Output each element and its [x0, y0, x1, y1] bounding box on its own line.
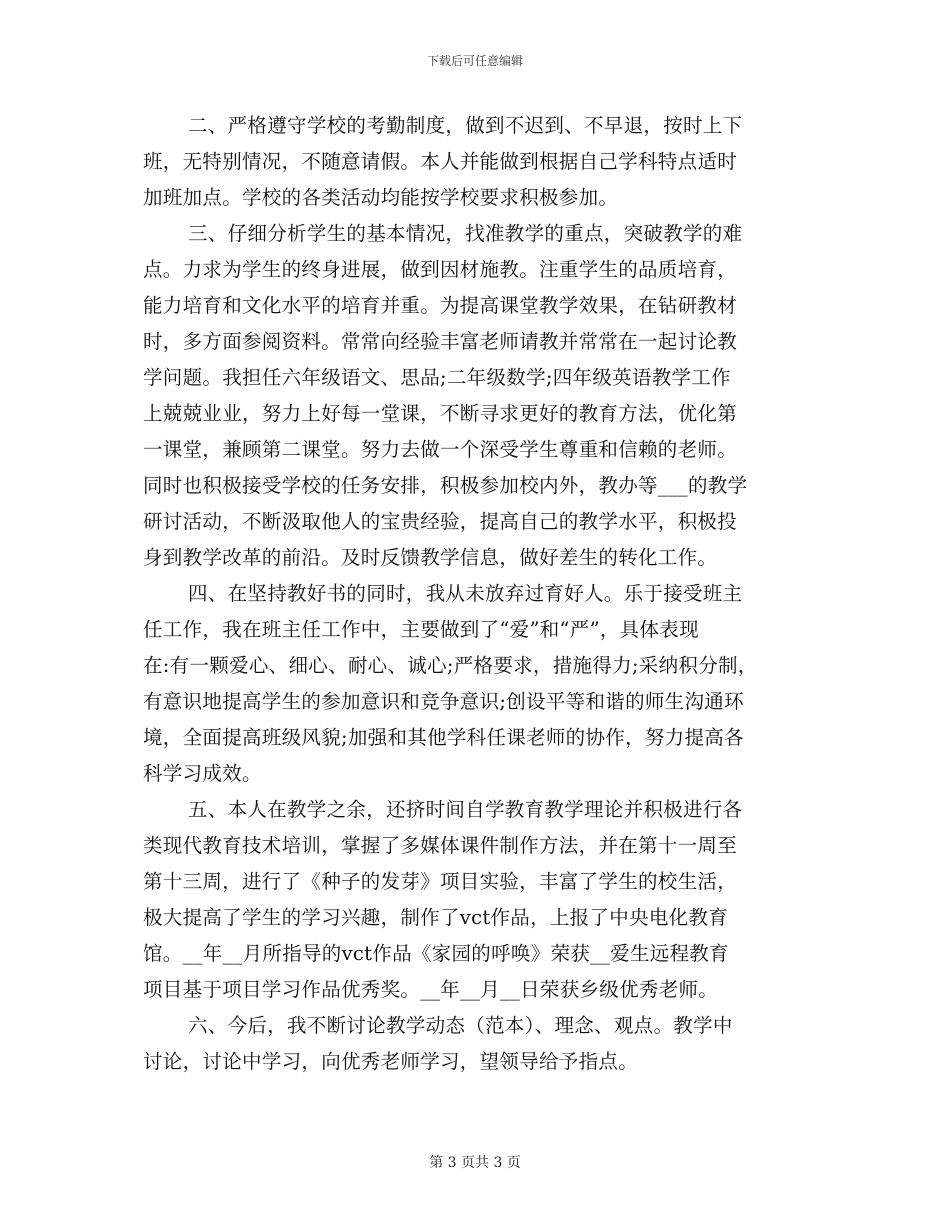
- paragraph-line: 任工作，我在班主任工作中，主要做到了“爱”和“严”，具体表现: [143, 618, 699, 641]
- paragraph-line: 加班加点。学校的各类活动均能按学校要求积极参加。: [143, 186, 619, 209]
- paragraph-line: 有意识地提高学生的参加意识和竞争意识;创设平等和谐的师生沟通环: [143, 690, 744, 713]
- paragraph-line: 境，全面提高班级风貌;加强和其他学科任课老师的协作，努力提高各: [143, 726, 744, 749]
- paragraph-line: 学问题。我担任六年级语文、思品;二年级数学;四年级英语教学工作: [143, 366, 731, 389]
- page-header: 下载后可任意编辑: [426, 54, 523, 68]
- paragraph-line: 身到教学改革的前沿。及时反馈教学信息，做好差生的转化工作。: [143, 546, 718, 569]
- paragraph-line: 一课堂，兼顾第二课堂。努力去做一个深受学生尊重和信赖的老师。: [143, 438, 738, 461]
- paragraph-line: 项目基于项目学习作品优秀奖。__年__月__日荣获乡级优秀老师。: [143, 978, 719, 1001]
- page-footer: 第 3 页共 3 页: [429, 1155, 521, 1171]
- paragraph-line: 第十三周，进行了《种子的发芽》项目实验，丰富了学生的校生活，: [143, 870, 738, 893]
- paragraph-line: 三、仔细分析学生的基本情况，找准教学的重点，突破教学的难: [188, 222, 743, 245]
- paragraph-line: 同时也积极接受学校的任务安排，积极参加校内外，教办等___的教学: [143, 474, 748, 497]
- paragraph-line: 点。力求为学生的终身进展，做到因材施教。注重学生的品质培育，: [143, 258, 738, 281]
- paragraph-line: 五、本人在教学之余，还挤时间自学教育教学理论并积极进行各: [188, 798, 743, 821]
- paragraph-line: 极大提高了学生的学习兴趣，制作了vct作品，上报了中央电化教育: [143, 906, 729, 929]
- paragraph-line: 六、今后，我不断讨论教学动态（范本）、理念、观点。教学中: [188, 1014, 733, 1037]
- paragraph-line: 四、在坚持教好书的同时，我从未放弃过育好人。乐于接受班主: [188, 582, 743, 605]
- paragraph-line: 馆。__年__月所指导的vct作品《家园的呼唤》荣获__爱生远程教育: [143, 942, 729, 965]
- paragraph-line: 上兢兢业业，努力上好每一堂课，不断寻求更好的教育方法，优化第: [143, 402, 738, 425]
- paragraph-line: 在:有一颗爱心、细心、耐心、诚心;严格要求，措施得力;采纳积分制，: [143, 654, 758, 677]
- document-body: [143, 108, 815, 1080]
- paragraph-line: 能力培育和文化水平的培育并重。为提高课堂教学效果，在钻研教材: [143, 294, 738, 317]
- paragraph-line: 讨论，讨论中学习，向优秀老师学习，望领导给予指点。: [143, 1050, 639, 1073]
- paragraph-line: 班，无特别情况，不随意请假。本人并能做到根据自己学科特点适时: [143, 150, 738, 173]
- paragraph-line: 科学习成效。: [143, 762, 262, 785]
- paragraph-line: 研讨活动，不断汲取他人的宝贵经验，提高自己的教学水平，积极投: [143, 510, 738, 533]
- paragraph-line: 二、严格遵守学校的考勤制度，做到不迟到、不早退，按时上下: [188, 114, 743, 137]
- paragraph-line: 时，多方面参阅资料。常常向经验丰富老师请教并常常在一起讨论教: [143, 330, 738, 353]
- paragraph-line: 类现代教育技术培训，掌握了多媒体课件制作方法，并在第十一周至: [143, 834, 738, 857]
